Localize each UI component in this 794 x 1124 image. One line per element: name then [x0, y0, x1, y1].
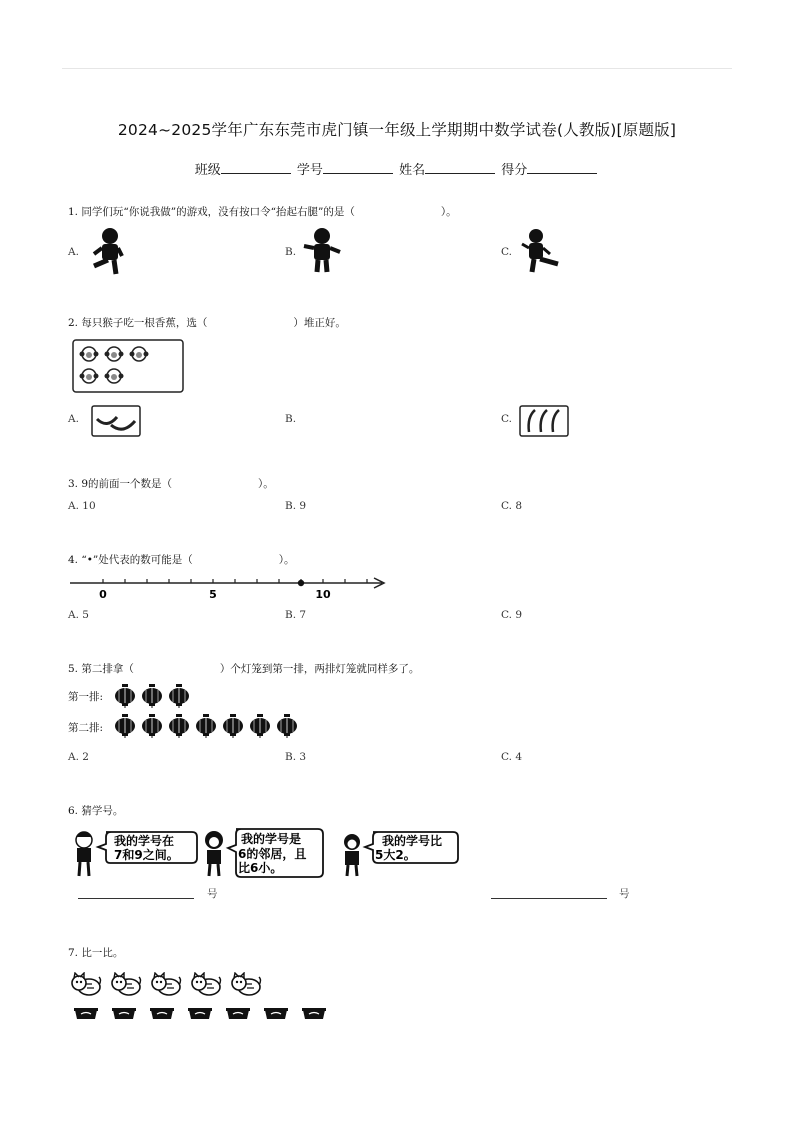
child-kicking-left-figure: [88, 226, 128, 276]
q2-option-c[interactable]: C.: [501, 413, 512, 425]
question-1-text-end: ）。: [440, 206, 457, 218]
child-standing-figure: [302, 226, 342, 276]
lantern-row-1: [114, 684, 195, 708]
question-3-text-end: ）。: [258, 478, 274, 490]
bowl-icon: [187, 1005, 213, 1021]
q5-option-a[interactable]: A. 2: [68, 751, 89, 763]
cat-icon: [70, 972, 102, 998]
score-label: 得分: [501, 163, 528, 178]
lantern-icon: [114, 684, 136, 708]
score-blank[interactable]: [527, 161, 597, 174]
question-4: [68, 552, 295, 567]
cat-icon: [110, 972, 142, 998]
lantern-icon: [168, 684, 190, 708]
q3-option-c[interactable]: C. 8: [501, 500, 523, 512]
students-speech-illustration: [70, 826, 465, 880]
question-5-text: 5. 第二排拿（: [68, 663, 134, 675]
answer-blank-2[interactable]: [491, 898, 607, 899]
page-title: 2024~2025学年广东东莞市虎门镇一年级上学期期中数学试卷(人教版)[原题版]: [117, 121, 677, 139]
monkeys-box: [72, 339, 184, 393]
lantern-icon: [249, 714, 271, 738]
name-blank[interactable]: [425, 161, 495, 174]
cat-icon: [230, 972, 262, 998]
class-label: 班级: [194, 163, 221, 178]
bowl-icon: [225, 1005, 251, 1021]
bubble-3-line-2: 5大2。: [375, 848, 416, 862]
question-3-text: 3. 9的前面一个数是（: [68, 478, 173, 490]
bubble-2-line-3: 比6小。: [238, 861, 283, 875]
tick-label-10: 10: [315, 588, 331, 601]
unit-label-2: 号: [619, 888, 630, 900]
bubble-3-line-1: 我的学号比: [382, 834, 443, 848]
student-info-row: [0, 159, 794, 178]
bowl-row: [73, 1005, 339, 1023]
question-4-text: 4. “•”处代表的数可能是（: [68, 554, 193, 566]
lantern-icon: [141, 714, 163, 738]
bowl-icon: [73, 1005, 99, 1021]
q3-option-a[interactable]: A. 10: [68, 500, 96, 512]
cat-icon: [150, 972, 182, 998]
q5-option-c[interactable]: C. 4: [501, 751, 523, 763]
question-2-text-end: ）堆正好。: [293, 317, 346, 329]
monkey-icon: [80, 347, 99, 361]
lantern-row-2: [114, 714, 303, 738]
q4-option-a[interactable]: A. 5: [68, 609, 89, 621]
student-3-figure: [344, 834, 360, 876]
number-blank[interactable]: [323, 161, 393, 174]
q1-option-b[interactable]: B.: [285, 246, 297, 258]
q3-option-b[interactable]: B. 9: [285, 500, 307, 512]
q4-option-b[interactable]: B. 7: [285, 609, 307, 621]
monkey-icon: [105, 369, 124, 383]
bowl-icon: [111, 1005, 137, 1021]
question-5-text-end: ）个灯笼到第一排，两排灯笼就同样多了。: [219, 663, 420, 675]
monkey-icon: [130, 347, 149, 361]
number-line: [68, 574, 388, 602]
lantern-icon: [168, 714, 190, 738]
question-2: [68, 315, 346, 330]
lantern-icon: [114, 714, 136, 738]
tick-label-5: 5: [209, 588, 217, 601]
question-4-text-end: ）。: [278, 554, 295, 566]
animal-row: [70, 972, 270, 998]
q5-option-b[interactable]: B. 3: [285, 751, 307, 763]
number-line-dot: [298, 580, 304, 586]
lantern-icon: [222, 714, 244, 738]
bowl-icon: [301, 1005, 327, 1021]
q4-option-c[interactable]: C. 9: [501, 609, 523, 621]
cat-icon: [190, 972, 222, 998]
bananas-lying-box: [91, 405, 141, 437]
tick-label-0: 0: [99, 588, 107, 601]
row-2-label: 第二排:: [68, 722, 104, 734]
lantern-icon: [276, 714, 298, 738]
student-2-figure: [205, 831, 223, 876]
bubble-2-line-1: 我的学号是: [241, 832, 302, 846]
name-label: 姓名: [399, 163, 426, 178]
unit-label-1: 号: [207, 888, 218, 900]
bananas-standing-box: [519, 405, 569, 437]
bubble-1-line-1: 我的学号在: [114, 834, 175, 848]
question-2-text: 2. 每只猴子吃一根香蕉，选（: [68, 317, 208, 329]
question-7: 7. 比一比。: [68, 947, 124, 959]
answer-blank-1[interactable]: [78, 898, 194, 899]
question-5: [68, 661, 419, 676]
q2-option-b[interactable]: B.: [285, 413, 297, 425]
lantern-icon: [141, 684, 163, 708]
lantern-icon: [195, 714, 217, 738]
question-3: [68, 476, 274, 491]
question-6: 6. 猜学号。: [68, 805, 124, 817]
child-kicking-right-figure: [518, 226, 562, 276]
q2-option-a[interactable]: A.: [68, 413, 79, 425]
question-1: [68, 204, 457, 219]
class-blank[interactable]: [221, 161, 291, 174]
monkey-icon: [105, 347, 124, 361]
question-1-text: 1. 同学们玩“你说我做”的游戏，没有按口令“抬起右腿”的是（: [68, 206, 355, 218]
bowl-icon: [263, 1005, 289, 1021]
q1-option-a[interactable]: A.: [68, 246, 79, 258]
page-top-rule: [62, 68, 732, 69]
student-1-figure: [76, 832, 92, 876]
bubble-1-line-2: 7和9之间。: [114, 848, 179, 862]
row-1-label: 第一排:: [68, 691, 104, 703]
number-label: 学号: [296, 163, 323, 178]
bubble-2-line-2: 6的邻居，且: [238, 847, 307, 861]
q1-option-c[interactable]: C.: [501, 246, 512, 258]
monkey-icon: [80, 369, 99, 383]
bowl-icon: [149, 1005, 175, 1021]
